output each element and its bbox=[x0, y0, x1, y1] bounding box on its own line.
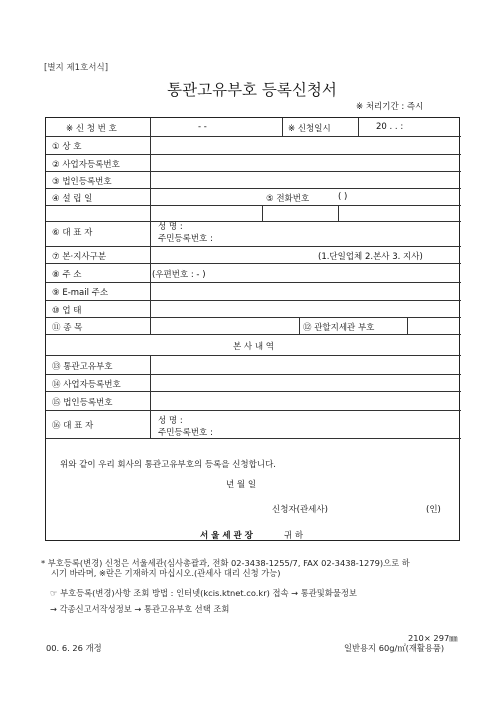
form-number: [별지 제1호서식] bbox=[44, 63, 109, 73]
customs-code-label: ⑫ 관할지세관 부호 bbox=[303, 323, 375, 333]
address-label: ⑧ 주 소 bbox=[52, 270, 82, 280]
declaration-statement: 위와 같이 우리 회사의 통관고유부호의 등록을 신청합니다. bbox=[60, 460, 276, 470]
zip-code: (우편번호 : - ) bbox=[152, 270, 206, 280]
revision-date: 00. 6. 26 개정 bbox=[46, 643, 102, 653]
business-reg-label: ② 사업자등록번호 bbox=[52, 160, 120, 170]
corp-reg-label: ③ 법인등록번호 bbox=[52, 177, 112, 187]
hq-corp-reg-label: ⑮ 법인등록번호 bbox=[52, 398, 113, 408]
paper-size: 210× 297㎜ bbox=[408, 633, 458, 643]
request-number-label: ※ 신 청 번 호 bbox=[66, 124, 117, 134]
request-number-value: - - bbox=[198, 122, 207, 132]
rep-name-label: 성 명 : bbox=[158, 222, 183, 232]
phone-value: ( ) bbox=[338, 192, 348, 202]
note-3: → 각종신고서작성정보 → 통관고유부호 선택 조회 bbox=[50, 604, 230, 614]
seal-mark: (인) bbox=[426, 505, 441, 515]
processing-period: ※ 처리기간 : 즉시 bbox=[356, 102, 424, 112]
note-2: ☞ 부호등록(변경)사항 조회 방법 : 인터넷(kcis.ktnet.co.kr) 접속 → 통관및화물정보 bbox=[50, 588, 357, 598]
hq-representative-label: ⑯ 대 표 자 bbox=[52, 421, 94, 431]
company-name-label: ① 상 호 bbox=[52, 142, 82, 152]
recipient-honorific: 귀 하 bbox=[284, 531, 304, 541]
branch-type-label: ⑦ 본·지사구분 bbox=[52, 252, 107, 262]
note-1-line-2: 시기 바라며, ※란은 기재하지 마십시오.(관세사 대리 신청 가능) bbox=[51, 568, 281, 578]
email-label: ⑨ E-mail 주소 bbox=[52, 288, 109, 298]
phone-label: ⑤ 전화번호 bbox=[266, 194, 310, 204]
paper-type: 일반용지 60g/㎡(재활용품) bbox=[344, 643, 445, 653]
request-date-label: ※ 신청일시 bbox=[288, 124, 331, 134]
request-date-value: 20 . . : bbox=[376, 122, 404, 132]
page-title: 통관고유부호 등록신청서 bbox=[167, 81, 337, 99]
business-item-label: ⑪ 종 목 bbox=[52, 323, 83, 333]
hq-rep-id-label: 주민등록번호 : bbox=[158, 428, 213, 438]
branch-type-options: (1.단일업체 2.본사 3. 지사) bbox=[318, 252, 423, 262]
recipient: 서 울 세 관 장 bbox=[200, 531, 253, 541]
hq-customs-code-label: ⑬ 통관고유부호 bbox=[52, 362, 113, 372]
representative-label: ⑥ 대 표 자 bbox=[52, 228, 93, 238]
head-office-section: 본 사 내 역 bbox=[233, 342, 274, 352]
rep-id-label: 주민등록번호 : bbox=[158, 234, 213, 244]
note-1-line-1: * 부호등록(변경) 신청은 서울세관(심사총괄과, 전화 02-3438-1255/7, FAX 02-3438-1279)으로 하 bbox=[41, 558, 410, 568]
date-line: 년 월 일 bbox=[226, 480, 257, 490]
hq-rep-name-label: 성 명 : bbox=[158, 416, 183, 426]
hq-business-reg-label: ⑭ 사업자등록번호 bbox=[52, 380, 121, 390]
business-type-label: ⑩ 업 태 bbox=[52, 306, 82, 316]
established-label: ④ 설 립 일 bbox=[52, 194, 93, 204]
applicant-label: 신청자(관세사) bbox=[272, 505, 328, 515]
application-form-table bbox=[45, 117, 460, 541]
